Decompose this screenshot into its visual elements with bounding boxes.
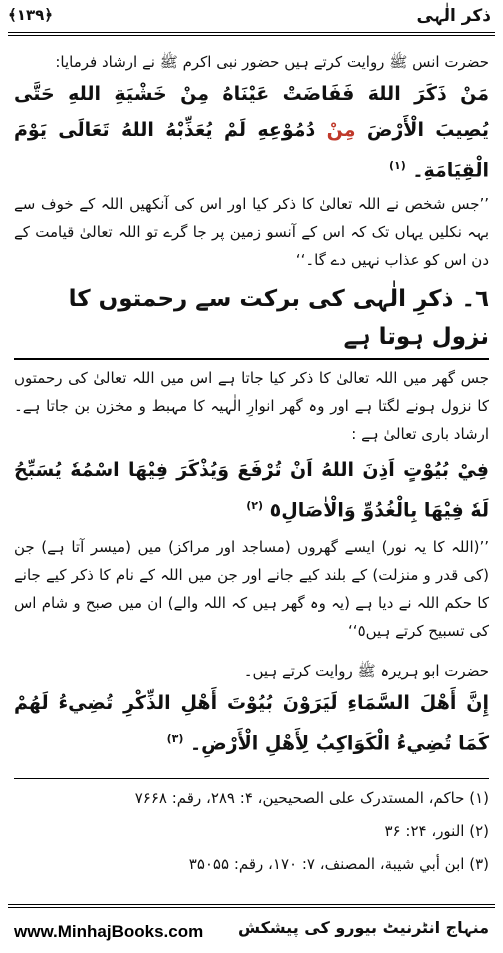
header-rule-top (8, 32, 495, 33)
quran-translation: ’’(اللہ کا یہ نور) ایسے گھروں (مساجد اور مراکز) میں (میسر آتا ہے) جن (کی قدر و منزلت) کے بلند کیے جانے اور جن میں اللہ کے نام کا ذکر کیے جانے کا حکم اللہ نے دیا ہے (یہ وہ گھر ہیں کہ اللہ والے) ان میں صبح و شام اس کی تسبیح کرتے ہیں٥‘‘ (14, 537, 489, 640)
footnote-item: (۲) النور، ۲۴: ۳۶ (384, 822, 489, 840)
footer-rule-bottom (8, 907, 495, 908)
hadith2-intro: حضرت ابو ہریرہ ﷺ روایت کرتے ہیں۔ (243, 661, 489, 680)
hadith1-intro: حضرت انس ﷺ روایت کرتے ہیں حضور نبی اکرم ﷺ نے ارشاد فرمایا: (55, 53, 489, 71)
hadith1-arabic-highlight: مِنْ (326, 119, 356, 141)
hadith1-arabic-continued: دُمُوْعِهِ لَمْ يُعَذِّبْهُ اللهُ تَعَالَى يَوْمَ الْقِيَامَةِ۔ (14, 119, 489, 182)
header-rule-bottom (8, 35, 495, 36)
hadith1-arabic (14, 76, 489, 188)
footnote-item: (۳) ابن أبي شیبة، المصنف، ۷: ۱۷۰، رقم: ۳۵۰۵۵ (188, 855, 489, 873)
quran-verse-text: فِيْ بُيُوْتٍ اَذِنَ اللهُ اَنْ تُرْفَعَ وَيُذْكَرَ فِيْهَا اسْمُهٗ يُسَبِّحُ لَهٗ فِيْهَا بِالْغُدُوِّ وَالْاٰصَالِ٥ (14, 459, 489, 522)
hadith1-translation: ’’جس شخص نے اللہ تعالیٰ کا ذکر کیا اور اس کی آنکھیں اللہ کے خوف سے بہہ نکلیں یہاں تک کہ اس کے آنسو زمین پر جا گرے تو اللہ تعالیٰ قیامت کے دن اس کو عذاب نہیں دے گا۔‘‘ (14, 195, 489, 270)
page-footer (0, 898, 503, 953)
hadith1-arabic-text: مَنْ ذَكَرَ اللهَ فَفَاضَتْ عَيْنَاهُ مِنْ خَشْيَةِ اللهِ حَتَّى يُصِيبَ الْأَرْضَ (14, 83, 490, 141)
page-header (0, 0, 503, 40)
footnotes (14, 782, 489, 881)
footer-rule-top (8, 904, 495, 905)
chapter-title: ذکر الٰہی (416, 6, 491, 26)
hadith2-footnote-ref: (۳) (166, 731, 184, 745)
page-number: ﴿۱۳۹﴾ (8, 6, 54, 24)
footnote-separator (14, 778, 489, 779)
quran-footnote-ref: (۲) (246, 499, 264, 513)
section-heading (14, 274, 489, 364)
footnote-item: (۱) حاکم، المستدرک علی الصحیحین، ۴: ۲۸۹، رقم: ۷۶۶۸ (134, 789, 489, 807)
page-content (14, 40, 489, 761)
quran-verse (14, 452, 489, 528)
section2-intro: جس گھر میں اللہ تعالیٰ کا ذکر کیا جاتا ہے اس میں اللہ تعالیٰ کی رحمتوں کا نزول ہونے لگتا ہے اور وہ گھر انوارِ الٰہیہ کا مہبط و مخزن بن جاتا ہے۔ ارشاد باری تعالیٰ ہے : (14, 369, 489, 444)
publisher-credit: منہاج انٹرنیٹ بیورو کی پیشکش (237, 918, 489, 937)
hadith2-arabic-text: إِنَّ أَهْلَ السَّمَاءِ لَيَرَوْنَ بُيُوْتَ أَهْلِ الذِّكْرِ تُضِيءُ لَهُمْ كَمَا تُضِيءُ الْكَوَاكِبُ لِأَهْلِ الْأَرْضِ۔ (14, 691, 489, 754)
website-link[interactable]: www.MinhajBooks.com (14, 922, 204, 941)
hadith1-footnote-ref: (۱) (388, 159, 406, 172)
hadith2-arabic (14, 685, 489, 761)
section-heading-text: ٦۔ ذکرِ الٰہی کی برکت سے رحمتوں کا نزول ہوتا ہے (14, 280, 489, 360)
